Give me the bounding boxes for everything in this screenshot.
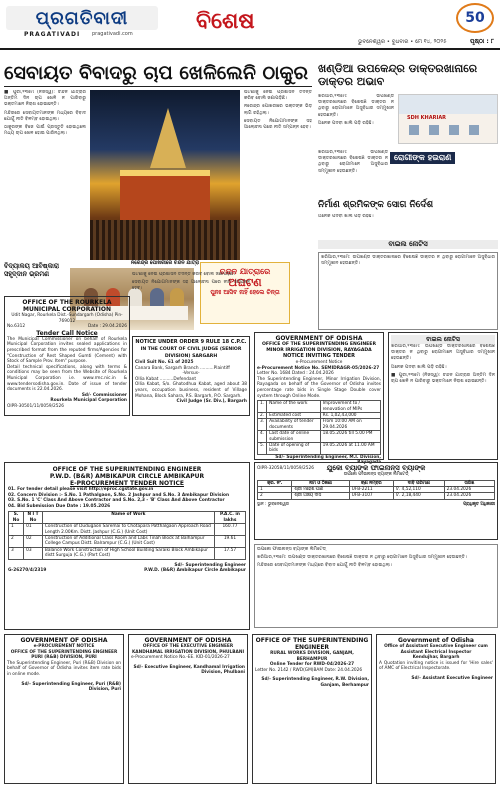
paragraph: ଘଟଣାକୁ ନେଇ ପ୍ରଶାସନ ତଦନ୍ତ କରିବ ବୋଲି ଜଣାପଡ଼ିଛି। [244, 90, 312, 102]
paragraph: ଖରିଆର,୧୩ମେ: ଉପଖଣ୍ଡ ଡାକ୍ତରଖାନାରେ ବିଶେଷଜ୍ଞ ଡାକ୍ତର ନ ଥିବାରୁ ରୋଗୀମାନେ ଅସୁବିଧାର ସମ୍ମୁଖୀନ ହେଉଛନ୍ତି। [257, 555, 467, 561]
table-cell: Date of opening of bids [267, 443, 321, 455]
right-text-2 [318, 150, 388, 196]
rmc-date: Date : 29.04.2026 [87, 324, 127, 330]
paragraph: ସେବାୟତ ନିଯୋଗମାନଙ୍କ ସହ ଆଲୋଚନା ପରେ ନୀତି ସମ୍ପନ୍ନ ହେବ। [132, 280, 250, 292]
govt-notice-no: e-Procurement Notice No. SEMIDRAGR-05/2026-27 [257, 365, 380, 371]
paragraph: ■ ପୁରୀ,୧୩ମେ (ନିଜସ୍ୱ): ଚନ୍ଦନ ଯାତ୍ରାର ଅନ୍ତିମ ଦିନ ଚାପ ଖେଳି ନ ପାରିବାରୁ ଭକ୍ତମାନେ ନିରାଶ ହୋଇଛନ୍ତି। [4, 90, 86, 108]
bottom-ad-office: KANDHAMAL IRRIGATION DIVISION, PHULBANI [131, 649, 245, 655]
pwd-line: 03. S.No. 1 'C' Class And Above Contractor and S.No. 2,3 - 'B' Class And Above Contractor [8, 498, 225, 504]
court-footer: Civil Judge (Sr. Div.), Bargarh [176, 399, 247, 405]
bank-notice [254, 462, 498, 540]
rmc-reference: OIPR-30501/11/0059/2526 [7, 403, 64, 409]
right-text [318, 94, 394, 144]
court-title: NOTICE UNDER ORDER 9 RULE 18 C.P.C. [135, 339, 247, 345]
table-row [258, 401, 381, 413]
notice-heading: ବାଇଲ ନୋଟିସ [318, 240, 498, 249]
table-cell: Construction of Dudugaon Saremai to Chotapara Patthalgaon Approach Road Length 2.00Km. Distt. Jashpur (C.G.) (Unit Cost) [42, 524, 214, 536]
column-header: Name of Work [42, 512, 214, 524]
column-header: ଋଣ ନମ୍ବର [349, 480, 393, 486]
bottom-ad-sign: Sd/- Assistant Executive Engineer [411, 675, 493, 681]
govt-office: OFFICE OF THE SUPERINTENDING ENGINEER MINOR IRRIGATION DIVISION, RAYAGADA [262, 342, 376, 353]
bank-title: ଯୁକୋ ବ୍ୟାଙ୍କ ଫାଇନାନ୍ସ ବ୍ୟାଙ୍କ [326, 464, 426, 472]
page-number: ପୃଷ୍ଠା : ୮ [470, 38, 494, 45]
bottom-ad-sub: OFFICE OF THE EXECUTIVE ENGINEER [142, 644, 234, 649]
pwd-line: 02. Concern Division :- S.No. 1 Pathalgaon, S.No. 2 Jashpur and S.No. 3 Ambikapur Division [8, 492, 230, 498]
bottom-ad-title: GOVERNMENT OF ODISHA [144, 637, 232, 644]
table-cell: 1 [9, 524, 24, 536]
table-cell: 03 [24, 547, 43, 559]
right-headline-2: ନିର୍ମାଣ ଶ୍ରମିକଙ୍କ ସୋଗ ନିର୍ଦେଶ [318, 200, 434, 210]
rmc-sign-office: Rourkela Municipal Corporation [50, 398, 127, 404]
table-cell: 2. [258, 412, 267, 418]
story-continuation [132, 272, 250, 334]
paragraph: ଖରିଆର,୧୩ମେ: ଉପଖଣ୍ଡ ଡାକ୍ତରଖାନାରେ ବିଶେଷଜ୍ଞ ଡାକ୍ତର ନ ଥିବାରୁ ରୋଗୀମାନେ ଅସୁବିଧାର ସମ୍ମୁଖୀନ ହେଉଛନ୍ତି। [321, 255, 495, 267]
bottom-ad-body: A Quotation inviting notice is issued for 'Hire sales' of AMC of Electrical Inspectorate. [379, 660, 493, 672]
pull-quote-line: ଚନ୍ଦନ ଯାତ୍ରାରେ [219, 267, 271, 276]
bottom-ad-title: Government of Odisha [398, 637, 474, 644]
govt-reference: OIPR-32058/11/0059/2526 [257, 466, 314, 471]
court-name: IN THE COURT OF CIVIL JUDGE (SENIOR DIVISION) SARGARH [140, 347, 242, 359]
bottom-ad-office: Online Tender for RWD-04/2026-27 [269, 662, 355, 668]
pwd-reference: G-26270/4/2319 [8, 568, 47, 574]
table-cell: 2 [258, 493, 292, 499]
window [429, 125, 439, 135]
bottom-ad-notice [128, 634, 248, 784]
column-header: P.A.C. in lakhs [214, 512, 245, 524]
table-cell: Availability of tender documents [267, 419, 321, 431]
paragraph: ଅନେକ ପଦବୀ ଖାଲି ପଡ଼ି ରହିଛି। [318, 120, 374, 126]
table-cell: Construction of Additional Class Room and Labs Tinah Block at Balhampur College Campus Distt. Balrampur (C.G.) (Unit Cost) [42, 536, 214, 548]
column-header: କ୍ର. ନଂ. [258, 480, 292, 486]
right-notice-title: ବାଇଲ ନୋଟିସ [391, 335, 495, 344]
table-cell: Name of the work [267, 401, 321, 413]
paragraph: ସେବାୟତ ନିଯୋଗମାନଙ୍କ ସହ ଆଲୋଚନା ପରେ ନୀତି ସମ୍ପନ୍ନ ହେବ। [244, 118, 312, 131]
pwd-table [8, 511, 246, 559]
logo-subtitle: PRAGATIVADI [24, 31, 81, 38]
lead-column-3 [244, 90, 312, 258]
paragraph: ମନ୍ଦିରରେ ସେବାୟତମାନଙ୍କ ମଧ୍ୟରେ ବିବାଦ ଯୋଗୁଁ ନୀତି ବିଳମ୍ବ ହୋଇଥିଲା। [4, 110, 86, 122]
table-cell: 18.05.2026 till 5.00 PM [320, 431, 380, 443]
table-cell: 02 [24, 536, 43, 548]
paragraph: ■ ପୁରୀ,୧୩ମେ (ନିଜସ୍ୱ): ଚନ୍ଦନ ଯାତ୍ରାର ଅନ୍ତିମ ଦିନ ଚାପ ଖେଳି ନ ପାରିବାରୁ ଭକ୍ତମାନେ ନିରାଶ ହୋଇଛନ୍ତି। [391, 372, 495, 385]
table-cell: 01 [24, 524, 43, 536]
bottom-ad-sign: Sd/- Superintending Engineer, Puri (R&B) Division, Puri [21, 681, 121, 693]
notice-box [318, 252, 498, 330]
window [469, 125, 479, 135]
table-cell: 2 [9, 536, 24, 548]
table-cell: 3 [9, 547, 24, 559]
rmc-details: Detail technical specifications, along with terms & conditions may be seen from the Website of Rourkela Municipal Corporation i.e. www.rmc.nic.in & www.tendersodisha.gov.in. Date of issue of tender documents is 22.04.2026. [7, 364, 127, 393]
paragraph: ଖରିଆର,୧୩ମେ: ଉପଖଣ୍ଡ ଡାକ୍ତରଖାନାରେ ବିଶେଷଜ୍ଞ ଡାକ୍ତର ନ ଥିବାରୁ ରୋଗୀମାନେ ଅସୁବିଧାର ସମ୍ମୁଖୀନ ହେଉଛନ୍ତି। [318, 94, 394, 118]
pwd-sign: Sd/- Superintending Engineer [174, 562, 246, 568]
window [449, 125, 459, 135]
table-cell: 5. [258, 443, 267, 455]
rmc-heading: Tender Call Notice [36, 329, 98, 337]
paragraph: ଖରିଆର,୧୩ମେ: ଉପଖଣ୍ଡ ଡାକ୍ତରଖାନାରେ ବିଶେଷଜ୍ଞ ଡାକ୍ତର ନ ଥିବାରୁ ରୋଗୀମାନେ ଅସୁବିଧାର ସମ୍ମୁଖୀନ ହେଉଛନ୍ତି। [318, 150, 388, 174]
table-row [258, 443, 381, 455]
court-case: Civil Suit No. 61 of 2025 [135, 360, 194, 365]
photo-caption: ନରେନ୍ଦ୍ର ପୋଖରୀରେ ଚନ୍ଦନ ଯାତ୍ରା [130, 260, 200, 266]
table-row [9, 536, 246, 548]
right-notice [388, 332, 498, 460]
govt-table [257, 400, 381, 455]
bottom-ad-sign: Sd/- Superintending Engineer, R.W. Division, Ganjam, Berhampur [261, 677, 369, 688]
paragraph: ଅନେକ ପଦବୀ ଖାଲି ପଡ଼ି ରହିଛି। [318, 214, 374, 219]
pwd-notice: E-PROCUREMENT TENDER NOTICE [70, 480, 184, 487]
bank-footer [257, 502, 495, 508]
bottom-left-headline: ବିଦ୍ୟାଳୟ ଆବିଷ୍କାରା ସହୃଦ୍‌ଦାନ ଭ୍ରମଣ [4, 262, 60, 278]
right-lower-notice [254, 544, 498, 628]
pwd-title: OFFICE OF THE SUPERINTENDING ENGINEER [52, 466, 202, 473]
table-cell: ଶ୍ରୀ ମହେଶ ପାଣି [292, 487, 349, 493]
right-notice-body [391, 344, 495, 454]
pull-quote-line: ପୁନଃ ଆସିବ ନାହିଁ ହେଲେ ଚିନ୍ତା [210, 289, 280, 296]
bottom-ad-body: The Superintending Engineer, Puri (R&B) Division on behalf of Governor of Odisha invites item rate bids in online mode. [7, 660, 121, 677]
lead-column-1 [4, 90, 86, 258]
hospital-photo [398, 94, 498, 144]
paragraph: ଉପକୋ ଫାଇନାନ୍ସ ବ୍ୟାଙ୍କ ଲିମିଟେଡ୍ [257, 547, 327, 552]
govt-letter: Letter No. 1684 Dated : 24.04.2026 [257, 371, 334, 377]
table-cell: ଟ. 2,18,440 [393, 493, 444, 499]
chariot [120, 170, 210, 220]
paragraph: ଖରିଆର,୧୩ମେ: ଉପଖଣ୍ଡ ଡାକ୍ତରଖାନାରେ ବିଶେଷଜ୍ଞ ଡାକ୍ତର ନ ଥିବାରୁ ରୋଗୀମାନେ ଅସୁବିଧାର ସମ୍ମୁଖୀନ ହେଉଛନ୍ତି। [391, 344, 495, 362]
bottom-ad-sub: e-PROCUREMENT NOTICE [33, 644, 95, 649]
table-row [9, 524, 246, 536]
govt-sub: e-Procurement Notice [295, 360, 343, 365]
table-cell: 23.04.2026 [444, 487, 494, 493]
paragraph: ଠାକୁରଙ୍କ ବିଜେ ପାଇଁ ପ୍ରସ୍ତୁତି ହୋଇଥିଲେ ମଧ୍ୟ ଚାପ ଖେଳ ହୋଇ ପାରିନଥିଲା। [4, 125, 86, 137]
table-cell: 160.77 [214, 524, 245, 536]
bottom-ad-notice [4, 634, 124, 784]
paragraph: ଘଟଣାକୁ ନେଇ ପ୍ରଶାସନ ତଦନ୍ତ କରିବ ବୋଲି ଜଣାପଡ଼ିଛି। [132, 272, 236, 277]
table-row [258, 419, 381, 431]
court-body: Ollia Kabat, S/o. Ghatodhua Kabat, aged about 38 years, occupation business, resident of Village Mohana, Block Sahara, P.S. Bargarh, P.O. Sargarh. [135, 382, 247, 399]
crowd [90, 220, 240, 260]
table-cell: 1. [258, 401, 267, 413]
column-header: ନାମ ଓ ଠିକଣା [292, 480, 349, 486]
bottom-ad-notice [376, 634, 496, 784]
govt-title: GOVERNMENT OF ODISHA [275, 335, 363, 342]
table-cell: From 10:00 AM on 29.04.2026 [320, 419, 380, 431]
temple-photo [90, 90, 240, 260]
pwd-tender-notice [4, 462, 250, 630]
table-header-row [9, 512, 246, 524]
table-cell: ଶ୍ରୀ ଅଜୟ ଦାସ [292, 493, 349, 499]
table-cell: 19.61 [214, 536, 245, 548]
table-cell: 23.04.2026 [444, 493, 494, 499]
table-cell: 1 [258, 487, 292, 493]
right-headline: ଖଣ୍ଡିଆ ଉପକେନ୍ଦ୍ର ଡାକ୍ତରଖାନାରେ ଡାକ୍ତର ଅଭାବ [318, 62, 478, 88]
pwd-sign-office: P.W.D. (B&R) Ambikapur Circle Ambikapur [144, 568, 246, 574]
anniversary-emblem: 50 [456, 3, 494, 33]
rmc-title: OFFICE OF THE ROURKELA MUNICIPAL CORPORATION [22, 299, 112, 313]
bank-place: ସ୍ଥାନ : ଭୁବନେଶ୍ୱର [257, 501, 289, 507]
govt-sign: Sd/- Superintending Engineer, M.I. Division, Rayagada [275, 454, 381, 466]
pwd-sub: P.W.D. (B&R) AMBIKAPUR CIRCLE AMBIKAPUR [49, 473, 205, 480]
govt-heading: NOTICE INVITING TENDER [282, 353, 356, 359]
dateline: ଭୁବନେଶ୍ୱର • ବୁଧବାର • ମେ ୧୪, ୨୦୨୫ [358, 39, 447, 45]
bottom-ad-office: Kendujhar, Bargarh [412, 655, 460, 661]
bottom-ad-body: Letter No. 2142 / RWD(GM)BAM Date: 24.04.2026 [255, 667, 363, 673]
court-notice [132, 336, 250, 416]
column-header: ଦାବି ପରିମାଣ [393, 480, 444, 486]
pull-quote-emphasis: ଅଘଟଣ [228, 276, 262, 289]
temple-spire [150, 108, 186, 168]
table-row [258, 493, 495, 499]
right-subheading: ରୋଗୀଙ୍କ ହଇରାଣ [390, 152, 455, 164]
table-cell: Improvement to / renovation of MIPs [320, 401, 380, 413]
paragraph: ଅନେକ ପଦବୀ ଖାଲି ପଡ଼ି ରହିଛି। [391, 364, 447, 370]
bottom-ad-sub: Office of Assistant Executive Engineer cum Assistant Electrical Inspector [384, 644, 488, 655]
paragraph: ନରେନ୍ଦ୍ର ପୋଖରୀରେ ଭକ୍ତଙ୍କ ଭିଡ଼ ଲାଗି ରହିଥିଲା। [244, 104, 312, 116]
bottom-ad-title: GOVERNMENT OF ODISHA [20, 637, 108, 644]
column-header: ତାରିଖ [444, 480, 494, 486]
window [409, 125, 419, 135]
right-text-3 [318, 214, 498, 238]
table-cell: UFB-2211 [349, 487, 393, 493]
paragraph: ମନ୍ଦିରରେ ସେବାୟତମାନଙ୍କ ମଧ୍ୟରେ ବିବାଦ ଯୋଗୁଁ ନୀତି ବିଳମ୍ବ ହୋଇଥିଲା। [257, 563, 392, 569]
table-row [258, 431, 381, 443]
bottom-ad-sub: RURAL WORKS DIVISION, GANJAM, BERHAMPUR [270, 651, 354, 662]
table-row [9, 547, 246, 559]
pwd-line: 01. For tender detail please visit http://eproc.cgstate.gov.in [8, 487, 154, 492]
bank-subtitle: ଉପକୋ ଫାଇନାନ୍ସ ବ୍ୟାଙ୍କ ଲିମିଟେଡ୍ [343, 472, 409, 477]
headline-divider [4, 86, 312, 87]
hospital-sign: SDH KHARIAR [407, 115, 447, 121]
column-header: S. No [9, 512, 24, 524]
table-cell: UFB-3107 [349, 493, 393, 499]
court-defendant: Ollia Kabat ..........Defendant [135, 376, 197, 382]
rmc-body: The Municipal Commissioner on behalf of Rourkela Municipal Corporation invites sealed applications in prescribed format from the reputed firms/Agencies for "Construction of Rest Shaped Gumti (Cement) with Stock of Sample Prov. Item" purpose. [7, 336, 127, 365]
court-versus: -Versus- [182, 371, 200, 377]
table-cell: 17.57 [214, 547, 245, 559]
logo-website: pragativadi.com [92, 31, 133, 37]
lead-headline: ସେବାୟତ ବିବାଦରୁ ଚାପ ଖେଳିଲେନି ଠାକୁର [4, 62, 308, 84]
bottom-ad-office: OFFICE OF THE SUPERINTENDING ENGINEER PURI (R&B) DIVISION, PURI [10, 649, 118, 661]
table-cell: Estimated cost [267, 412, 321, 418]
newspaper-logo: ପ୍ରଗତିବାଦୀ [6, 6, 158, 30]
govt-body: The Superintending Engineer, Minor Irrigation Division, Rayagada on behalf of the Governor of Odisha invites percentage rate bids in Single Stage Double cover system through Online Mode. [257, 376, 381, 399]
pwd-footer [8, 568, 246, 574]
bottom-ad-title: OFFICE OF THE SUPERINTENDING ENGINEER [255, 637, 369, 651]
rmc-notice-no: No.6312 [7, 324, 26, 330]
table-cell: 19.05.2026 at 11.00 AM [320, 443, 380, 455]
bottom-ad-notice [252, 634, 372, 784]
bottom-ad-body: e-Procurement Notice No.-EE. KID-01/2026-27 [131, 655, 230, 661]
table-cell: Balance Work Construction of High School Building Saraiki Block Ambikapur distt Surguja (C.G.) (Part Cost) [42, 547, 214, 559]
bank-sign: ପ୍ରାଧିକୃତ ଅଧିକାରୀ [463, 501, 495, 507]
table-cell: ଟ. 4,52,110 [393, 487, 444, 493]
rmc-sign: Sd/- Commissioner [81, 392, 127, 398]
table-cell: 4. [258, 431, 267, 443]
section-title: ବିଶେଷ [196, 8, 255, 34]
bank-table [257, 480, 495, 500]
pwd-line: 04. Bid Submission Due Date : 19.05.2026 [8, 503, 111, 509]
table-cell: 3. [258, 419, 267, 431]
bottom-ad-sign: Sd/- Executive Engineer, Kandhamal Irrigation Division, Phulbani [133, 664, 245, 676]
rmc-address: Udit Nagar, Rourkela Dist.-Sundargarh (Odisha) Pin-769012 [11, 313, 123, 324]
column-header: N I T No [24, 512, 43, 524]
table-cell: Last date of online submission [267, 431, 321, 443]
table-cell: Rs. 1,02,43,000 [320, 412, 380, 418]
court-plaintiff: Canara Bank, Sargarh Branch ..........Plaintiff [135, 365, 230, 371]
rmc-tender-notice [4, 296, 130, 416]
